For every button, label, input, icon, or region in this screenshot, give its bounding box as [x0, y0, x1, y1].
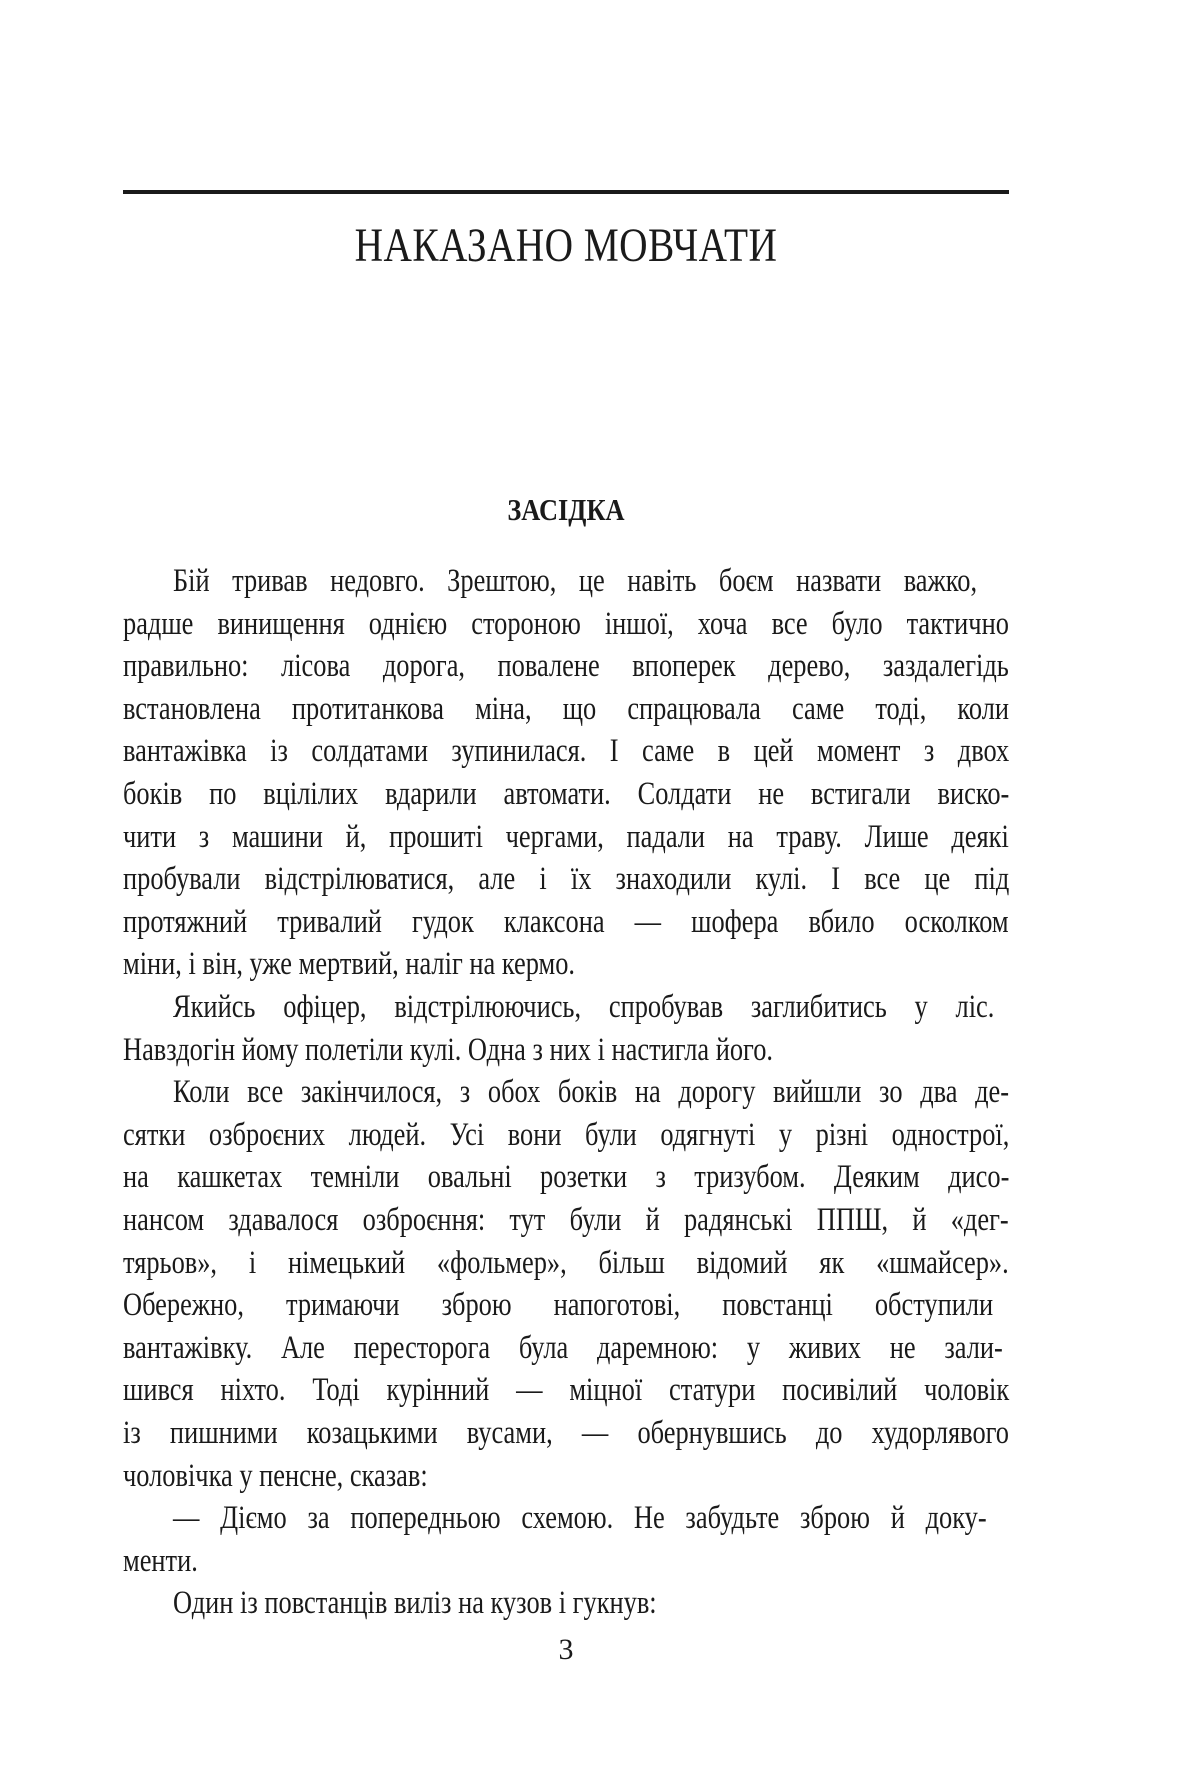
text-line: на кашкетах темніли овальні розетки з тризубом. Деяким дисо- [123, 1159, 1010, 1195]
text-line: Якийсь офіцер, відстрілюючись, спробував заглибитись у ліс. [173, 989, 995, 1025]
text-line: встановлена протитанкова міна, що спрацювала саме тоді, коли [123, 691, 1010, 727]
chapter-rule [123, 190, 1009, 194]
text-line: радше винищення однією стороною іншої, хоча все було тактично [123, 606, 1009, 642]
text-line: шився ніхто. Тоді курінний — міцної статури посивілий чоловік [123, 1372, 1010, 1408]
text-line: тярьов», і німецький «фольмер», більш відомий як «шмайсер». [123, 1245, 1009, 1281]
text-line: нансом здавалося озброєння: тут були й радянські ППШ, й «дег- [123, 1202, 1009, 1238]
text-line: менти. [123, 1543, 198, 1579]
text-line: міни, і він, уже мертвий, наліг на кермо. [123, 946, 576, 982]
page-number: 3 [558, 1633, 574, 1666]
section-title: ЗАСІДКА [507, 492, 625, 527]
text-line: чити з машини й, прошиті чергами, падали на траву. Лише деякі [123, 819, 1009, 855]
text-line: пробували відстрілюватися, але і їх знаходили кулі. І все це під [123, 861, 1010, 897]
text-line: Один із повстанців виліз на кузов і гукнув: [173, 1585, 657, 1621]
text-line: — Діємо за попередньою схемою. Не забудьте зброю й доку- [173, 1500, 987, 1536]
text-line: чоловічка у пенсне, сказав: [123, 1458, 428, 1494]
text-line: правильно: лісова дорога, повалене впоперек дерево, заздалегідь [123, 648, 1009, 684]
text-line: Бій тривав недовго. Зрештою, це навіть боєм назвати важко, [173, 563, 978, 599]
chapter-title: НАКАЗАНО МОВЧАТИ [354, 219, 778, 272]
text-line: вантажівку. Але пересторога була даремною: у живих не зали- [123, 1330, 1003, 1366]
text-line: вантажівка із солдатами зупинилася. І саме в цей момент з двох [123, 733, 1010, 769]
text-line: протяжний тривалий гудок клаксона — шофера вбило осколком [123, 904, 1009, 940]
text-line: Коли все закінчилося, з обох боків на дорогу вийшли зо два де- [173, 1074, 1010, 1110]
text-line: із пишними козацькими вусами, — обернувшись до худорлявого [123, 1415, 1010, 1451]
text-line: Навздогін йому полетіли кулі. Одна з них і настигла його. [123, 1032, 774, 1068]
text-line: боків по вцілілих вдарили автомати. Солдати не встигали виско- [123, 776, 1010, 812]
text-line: Обережно, тримаючи зброю напоготові, повстанці обступили [123, 1287, 994, 1323]
text-line: сятки озброєних людей. Усі вони були одягнуті у різні однострої, [123, 1117, 1010, 1153]
